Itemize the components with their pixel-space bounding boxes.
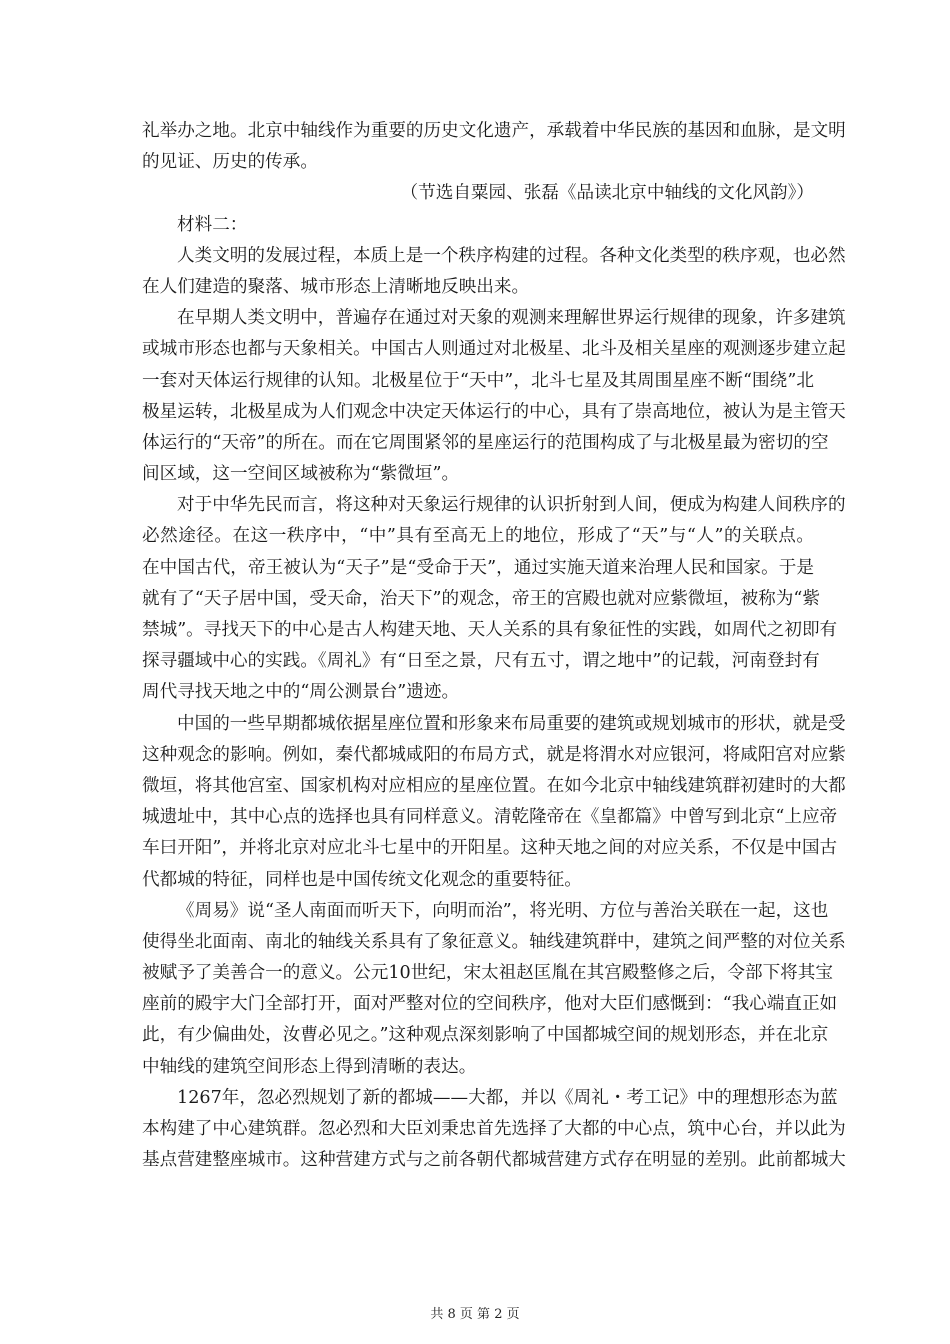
text-line: 《周易》说“圣人南面而听天下，向明而治”，将光明、方位与善治关联在一起，这也 [177, 900, 829, 921]
text-line: 代都城的特征，同样也是中国传统文化观念的重要特征。 [142, 869, 582, 890]
paragraph [142, 709, 846, 896]
source-citation: （节选自粟园、张磊《品读北京中轴线的文化风韵》） [400, 183, 814, 204]
paragraph [142, 210, 814, 241]
page-body [142, 116, 846, 1176]
text-line: 一套对天体运行规律的认知。北极星位于“天中”，北斗七星及其周围星座不断“围绕”北 [142, 370, 814, 391]
text-line: 人类文明的发展过程，本质上是一个秩序构建的过程。各种文化类型的秩序观，也必然 [177, 245, 846, 266]
text-line: 座前的殿宇大门全部打开，面对严整对位的空间秩序，他对大臣们感慨到：“我心端直正如 [142, 994, 838, 1015]
text-line: 中轴线的建筑空间形态上得到清晰的表达。 [142, 1056, 477, 1077]
text-line: 在早期人类文明中，普遍存在通过对天象的观测来理解世界运行规律的现象，许多建筑 [177, 308, 846, 329]
text-line: 间区域，这一空间区域被称为“紫微垣”。 [142, 464, 460, 485]
text-line: 对于中华先民而言，将这种对天象运行规律的认识折射到人间，便成为构建人间秩序的 [177, 495, 846, 516]
text-line: 被赋予了美善合一的意义。公元10世纪，宋太祖赵匡胤在其宫殿整修之后，令部下将其宝 [142, 963, 833, 984]
text-line: 车曰开阳”，并将北京对应北斗七星中的开阳星。这种天地之间的对应关系，不仅是中国古 [142, 838, 838, 859]
paragraph [142, 116, 846, 178]
text-line: 的见证、历史的传承。 [142, 152, 318, 173]
text-line: 城遗址中，其中心点的选择也具有同样意义。清乾隆帝在《皇都篇》中曾写到北京“上应帝 [142, 807, 838, 828]
paragraph [142, 303, 846, 490]
text-line: 禁城”。寻找天下的中心是古人构建天地、天人关系的具有象征性的实践，如周代之初即有 [142, 620, 838, 640]
paragraph [142, 1083, 846, 1177]
text-line: 中国的一些早期都城依据星座位置和形象来布局重要的建筑或规划城市的形状，就是受 [177, 713, 846, 734]
text-line: 探寻疆域中心的实践。《周礼》有“日至之景，尺有五寸，谓之地中”的记载，河南登封有 [142, 651, 820, 672]
text-line: 1267年，忽必烈规划了新的都城——大都，并以《周礼・考工记》中的理想形态为蓝 [177, 1087, 838, 1108]
text-line: 此，有少偏曲处，汝曹必见之。”这种观点深刻影响了中国都城空间的规划形态，并在北京 [142, 1025, 829, 1046]
paragraph [142, 490, 846, 708]
text-line: 体运行的“天帝”的所在。而在它周围紧邻的星座运行的范围构成了与北极星最为密切的空 [142, 432, 829, 453]
text-line: 极星运转，北极星成为人们观念中决定天体运行的中心，具有了崇高地位，被认为是主管天 [142, 401, 846, 422]
text-line: 材料二： [177, 214, 248, 235]
paragraph [142, 896, 846, 1083]
text-line: 或城市形态也都与天象相关。中国古人则通过对北极星、北斗及相关星座的观测逐步建立起 [142, 339, 846, 360]
page-footer: 共 8 页 第 2 页 [430, 1307, 520, 1322]
text-line: 使得坐北面南、南北的轴线关系具有了象征意义。轴线建筑群中，建筑之间严整的对位关系 [142, 931, 846, 952]
text-line: 周代寻找天地之中的“周公测景台”遗迹。 [142, 682, 460, 703]
text-line: 就有了“天子居中国，受天命，治天下”的观念，帝王的宫殿也就对应紫微垣，被称为“紫 [142, 588, 820, 609]
text-line: 本构建了中心建筑群。忽必烈和大臣刘秉忠首先选择了大都的中心点，筑中心台，并以此为 [142, 1119, 846, 1139]
text-line: 基点营建整座城市。这种营建方式与之前各朝代都城营建方式存在明显的差别。此前都城大 [142, 1150, 846, 1171]
paragraph [142, 241, 846, 303]
text-line: 礼举办之地。北京中轴线作为重要的历史文化遗产，承载着中华民族的基因和血脉，是文明 [142, 121, 846, 141]
text-line: 在中国古代，帝王被认为“天子”是“受命于天”，通过实施天道来治理人民和国家。于是 [142, 557, 814, 578]
text-line: 这种观念的影响。例如，秦代都城咸阳的布局方式，就是将渭水对应银河，将咸阳宫对应紫 [142, 744, 846, 765]
text-line: 必然途径。在这一秩序中，“中”具有至高无上的地位，形成了“天”与“人”的关联点。 [142, 526, 814, 547]
text-line: 微垣，将其他宫室、国家机构对应相应的星座位置。在如今北京中轴线建筑群初建时的大都 [142, 775, 846, 796]
text-line: 在人们建造的聚落、城市形态上清晰地反映出来。 [142, 276, 530, 297]
